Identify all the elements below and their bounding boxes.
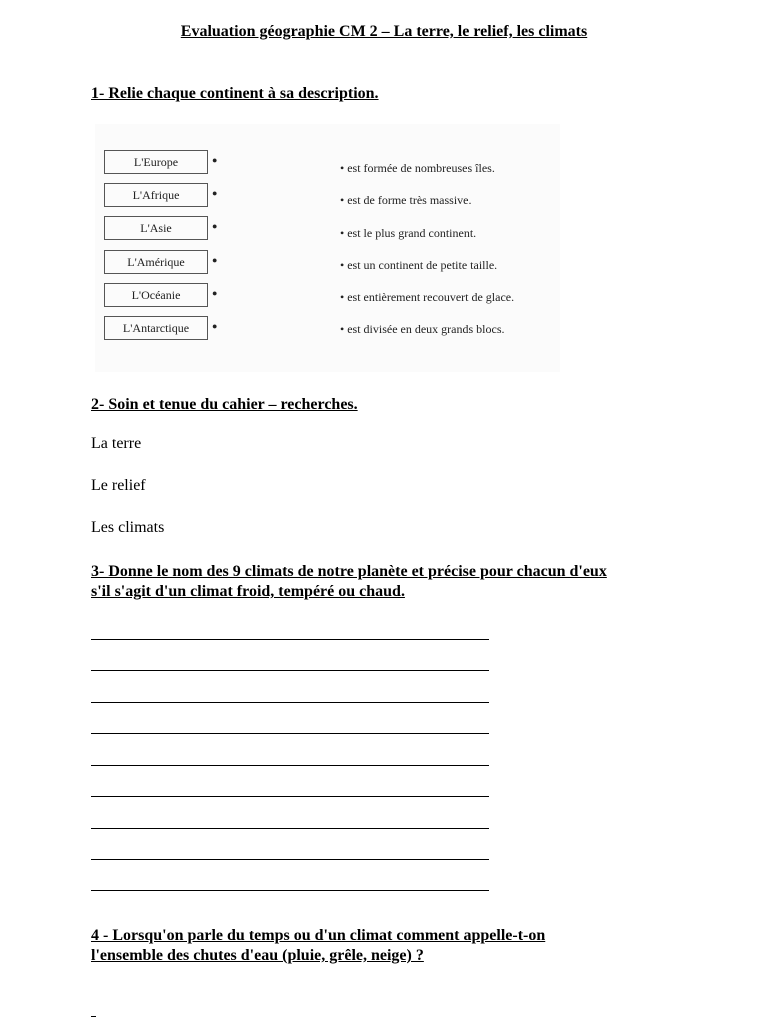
question-3-heading-line-1: 3- Donne le nom des 9 climats de notre planète et précise pour chacun d'eux — [91, 563, 607, 580]
item-les-climats: Les climats — [91, 519, 165, 536]
connector-dot: ● — [212, 321, 218, 331]
description-item: • est divisée en deux grands blocs. — [340, 322, 505, 336]
item-le-relief: Le relief — [91, 477, 146, 494]
description-item: • est entièrement recouvert de glace. — [340, 290, 515, 304]
answer-line[interactable] — [91, 859, 489, 860]
answer-line[interactable] — [91, 796, 489, 797]
answer-line[interactable] — [91, 733, 489, 734]
continent-antarctique: L'Antarctique — [104, 316, 208, 340]
connector-dot: ● — [212, 188, 218, 198]
connector-dot: ● — [212, 288, 218, 298]
continent-afrique: L'Afrique — [104, 183, 208, 207]
connector-dot: ● — [212, 221, 218, 231]
answer-line[interactable] — [91, 702, 489, 703]
description-item: • est le plus grand continent. — [340, 226, 477, 240]
answer-line[interactable] — [91, 639, 489, 640]
answer-line[interactable] — [91, 765, 489, 766]
continent-amerique: L'Amérique — [104, 250, 208, 274]
connector-dot: ● — [212, 155, 218, 165]
question-1-heading: 1- Relie chaque continent à sa description. — [91, 85, 379, 102]
connector-dot: ● — [212, 255, 218, 265]
answer-line[interactable] — [91, 670, 489, 671]
description-item: • est de forme très massive. — [340, 193, 472, 207]
answer-line[interactable] — [91, 828, 489, 829]
answer-dash — [91, 1016, 96, 1017]
question-3-heading-line-2: s'il s'agit d'un climat froid, tempéré ou chaud. — [91, 583, 405, 600]
description-item: • est un continent de petite taille. — [340, 258, 498, 272]
continent-oceanie: L'Océanie — [104, 283, 208, 307]
item-la-terre: La terre — [91, 435, 142, 452]
question-4-heading-line-1: 4 - Lorsqu'on parle du temps ou d'un climat comment appelle-t-on — [91, 927, 546, 944]
page-title: Evaluation géographie CM 2 – La terre, le relief, les climats — [180, 23, 588, 40]
question-4-heading-line-2: l'ensemble des chutes d'eau (pluie, grêle, neige) ? — [91, 947, 424, 964]
continent-asie: L'Asie — [104, 216, 208, 240]
answer-line[interactable] — [91, 890, 489, 891]
question-2-heading: 2- Soin et tenue du cahier – recherches. — [91, 396, 358, 413]
continent-europe: L'Europe — [104, 150, 208, 174]
description-item: • est formée de nombreuses îles. — [340, 161, 495, 175]
